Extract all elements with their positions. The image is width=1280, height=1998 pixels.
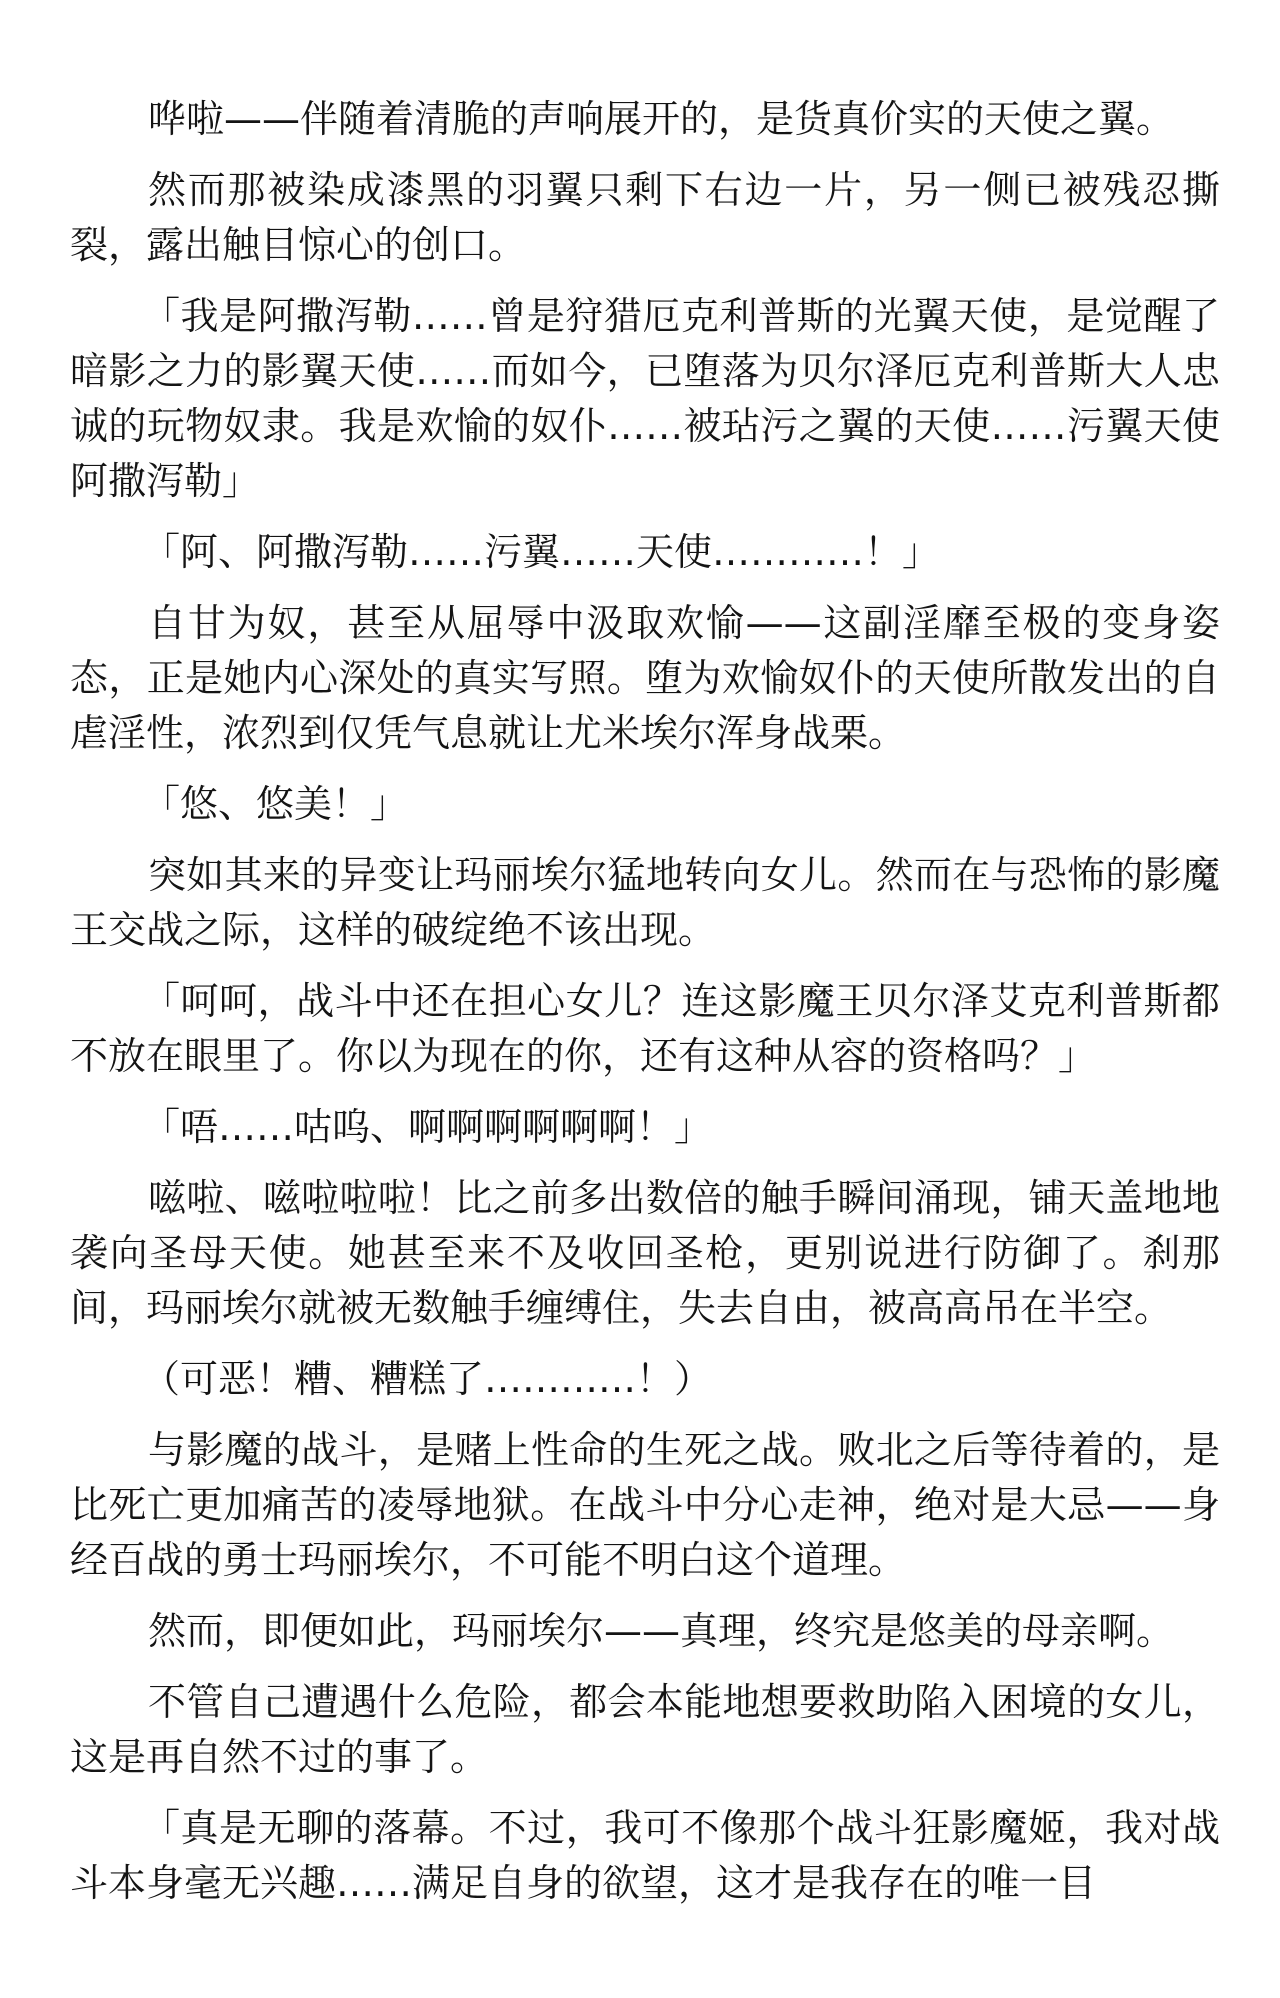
dialogue-3: 「悠、悠美！」	[142, 782, 409, 826]
dialogue-1: 「我是阿撒泻勒……曾是狩猎厄克利普斯的光翼天使，是觉醒了暗影之力的影翼天使……而如今，已堕落为贝尔泽厄克利普斯大人忠诚的玩物奴隶。我是欢愉的奴仆……被玷污之翼的天使……污翼天使阿撒泻勒」	[70, 294, 1220, 503]
paragraph-6: 与影魔的战斗，是赌上性命的生死之战。败北之后等待着的，是比死亡更加痛苦的凌辱地狱。在战斗中分心走神，绝对是大忌——身经百战的勇士玛丽埃尔，不可能不明白这个道理。	[70, 1428, 1220, 1582]
dialogue-6: 「真是无聊的落幕。不过，我可不像那个战斗狂影魔姬，我对战斗本身毫无兴趣……满足自身的欲望，这才是我存在的唯一目	[70, 1806, 1220, 1905]
dialogue-4: 「呵呵，战斗中还在担心女儿？连这影魔王贝尔泽艾克利普斯都不放在眼里了。你以为现在的你，还有这种从容的资格吗？」	[70, 979, 1220, 1078]
paragraph-2: 然而那被染成漆黑的羽翼只剩下右边一片，另一侧已被残忍撕裂，露出触目惊心的创口。	[70, 168, 1220, 267]
dialogue-2: 「阿、阿撒泻勒……污翼……天使…………！」	[142, 530, 941, 574]
paragraph-5: 嗞啦、嗞啦啦啦！比之前多出数倍的触手瞬间涌现，铺天盖地地袭向圣母天使。她甚至来不及收回圣枪，更别说进行防御了。刹那间，玛丽埃尔就被无数触手缠缚住，失去自由，被高高吊在半空。	[70, 1176, 1220, 1330]
dialogue-5: 「唔……咕呜、啊啊啊啊啊啊！」	[142, 1105, 713, 1149]
document-page	[70, 92, 1220, 1911]
paragraph-7: 然而，即便如此，玛丽埃尔——真理，终究是悠美的母亲啊。	[148, 1609, 1175, 1653]
inner-monologue: （可恶！糟、糟糕了…………！）	[142, 1357, 713, 1401]
paragraph-3: 自甘为奴，甚至从屈辱中汲取欢愉——这副淫靡至极的变身姿态，正是她内心深处的真实写照。堕为欢愉奴仆的天使所散发出的自虐淫性，浓烈到仅凭气息就让尤米埃尔浑身战栗。	[70, 601, 1220, 755]
paragraph-1: 哗啦——伴随着清脆的声响展开的，是货真价实的天使之翼。	[148, 97, 1175, 141]
paragraph-8: 不管自己遭遇什么危险，都会本能地想要救助陷入困境的女儿，这是再自然不过的事了。	[70, 1680, 1220, 1779]
paragraph-4: 突如其来的异变让玛丽埃尔猛地转向女儿。然而在与恐怖的影魔王交战之际，这样的破绽绝不该出现。	[70, 853, 1220, 952]
